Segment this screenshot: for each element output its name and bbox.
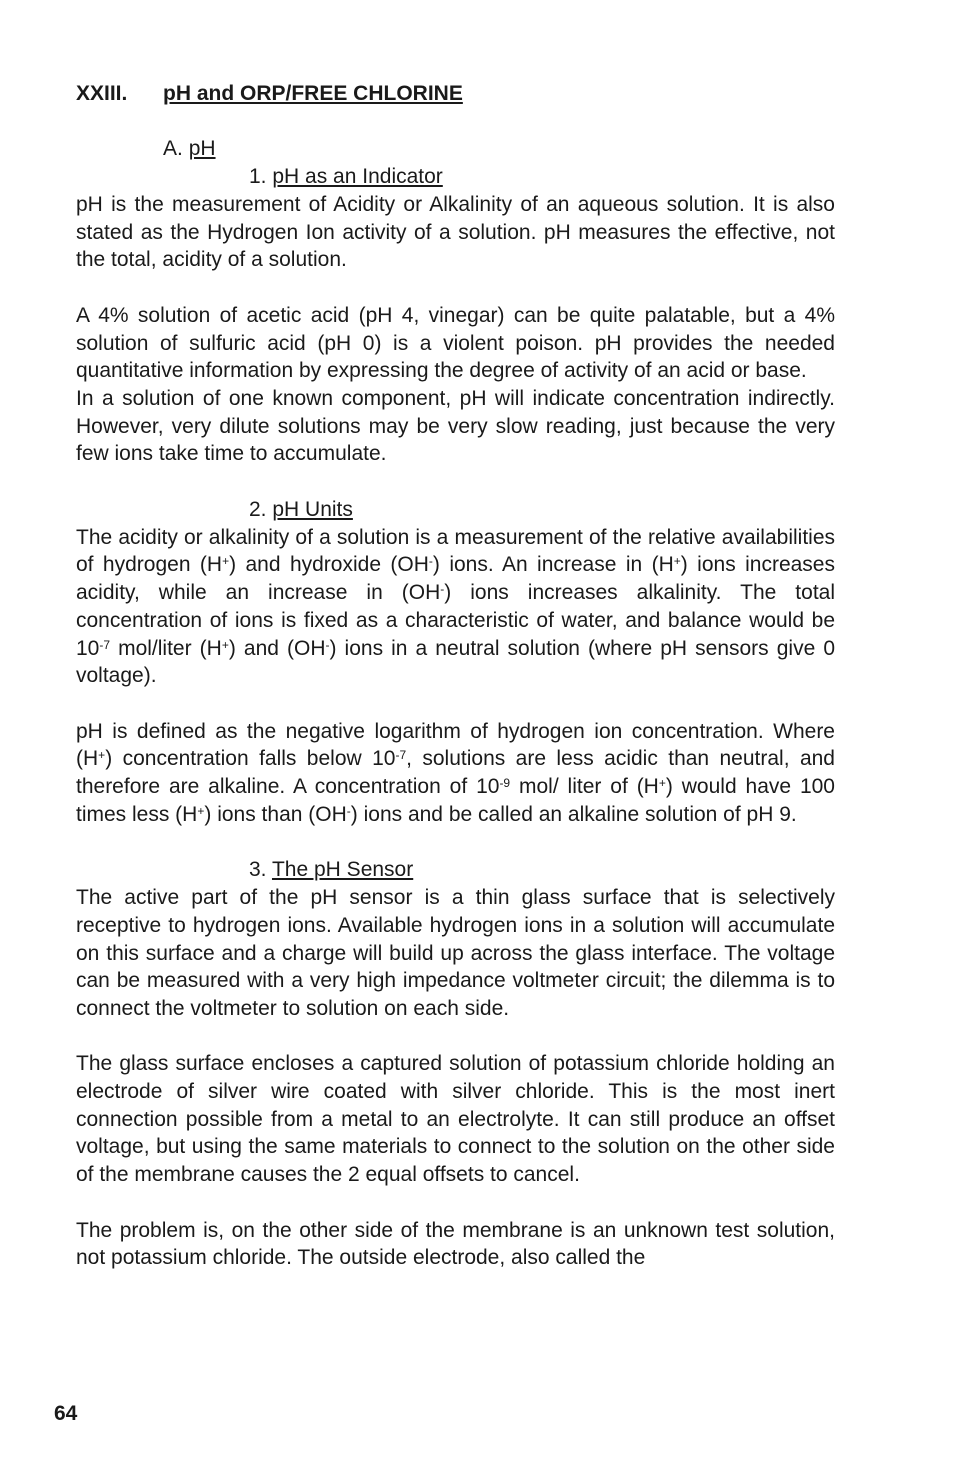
item1-prefix: 1. <box>249 165 267 188</box>
item3-paragraph-2: The glass surface encloses a captured solution of potassium chloride holding an electrode of silver wire coated with silver chloride. This is the most inert connection possible from a metal to an electrolyte. It can still produce an offset voltage, but using the same materials to connect to the solution on the other side of the membrane causes the 2 equal offsets to cancel. <box>76 1052 835 1187</box>
item3-paragraph-1: The active part of the pH sensor is a thin glass surface that is selectively receptive to hydrogen ions. Available hydrogen ions in a solution will accumulate on this surface and a charge will build up across the glass interface. The voltage can be measured with a very high impedance voltmeter circuit; the dilemma is to connect the voltmeter to solution on each side. <box>76 886 835 1020</box>
item2-prefix: 2. <box>249 497 267 521</box>
item1-paragraph-3: In a solution of one known component, pH will indicate concentration indirectly. However, very dilute solutions may be very slow reading, just because the very few ions take time to accumulate. <box>76 386 835 466</box>
item2-paragraph-2: pH is defined as the negative logarithm of hydrogen ion concentration. Where (H+) concentration falls below $10^{-7}$, solutions are less acidic than neutral, and therefore are alkaline. A concentration of $10^{-9}$ mol/ liter of (H+) would have 100 times less (H+) ions than (OH-) ions and be called an alkaline solution of pH 9. <box>76 719 835 826</box>
subsection-a-prefix: A. <box>163 137 183 160</box>
section-title: pH and ORP/FREE CHLORINE <box>163 82 463 105</box>
item3-prefix: 3. <box>249 858 267 882</box>
subsection-a-heading <box>76 135 835 163</box>
item2-heading <box>76 496 835 524</box>
item1-heading <box>76 163 835 191</box>
item1-paragraph-1: pH is the measurement of Acidity or Alkalinity of an aqueous solution. It is also stated as the Hydrogen Ion activity of a solution. pH measures the effective, not the total, acidity of a solution. <box>76 193 835 272</box>
subsection-a-title: pH <box>188 137 216 160</box>
document-page <box>76 80 835 1272</box>
section-number: XXIII. <box>76 82 128 105</box>
item3-title: The pH Sensor <box>271 858 414 882</box>
item3-paragraph-3: The problem is, on the other side of the membrane is an unknown test solution, not potassium chloride. The outside electrode, also called the <box>76 1218 835 1270</box>
section-heading <box>76 80 835 108</box>
page-number: 64 <box>54 1402 78 1425</box>
item2-title: pH Units <box>272 497 353 521</box>
item3-heading <box>76 856 835 884</box>
item1-title: pH as an Indicator <box>272 165 443 188</box>
item2-paragraph-1: The acidity or alkalinity of a solution is a measurement of the relative availabilities of hydrogen (H+) and hydroxide (OH-) ions. An increase in (H+) ions increases acidity, while an increase in (OH-) ions increases alkalinity. The total concentration of ions is fixed as a characteristic of water, and balance would be $10^{-7}$ mol/liter (H+) and (OH-) ions in a neutral solution (where pH sensors give 0 voltage). <box>76 525 836 688</box>
item1-paragraph-2: A 4% solution of acetic acid (pH 4, vinegar) can be quite palatable, but a 4% solution of sulfuric acid (pH 0) is a violent poison. pH provides the needed quantitative information by expressing the degree of activity of an acid or base. <box>76 303 835 383</box>
